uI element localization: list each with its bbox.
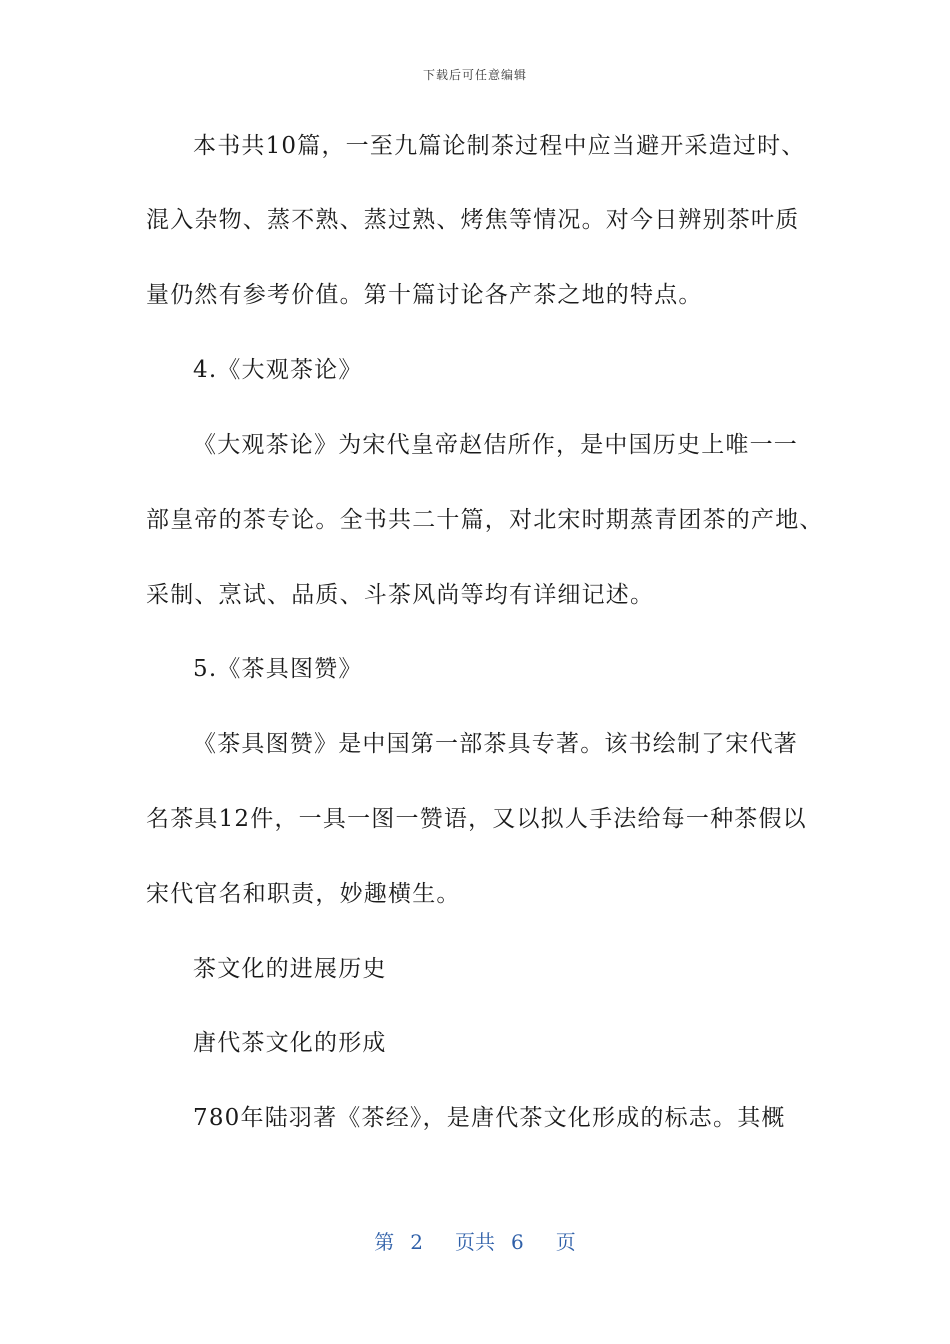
paragraph-line: 采制、烹试、品质、斗茶风尚等均有详细记述。 <box>146 582 655 608</box>
paragraph-line: 混入杂物、蒸不熟、蒸过熟、烤焦等情况。对今日辨别茶叶质 <box>146 207 800 233</box>
page-header-note: 下载后可任意编辑 <box>422 68 527 82</box>
paragraph-line: 780年陆羽著《茶经》，是唐代茶文化形成的标志。其概 <box>193 1105 786 1131</box>
section-heading: 4.《大观茶论》 <box>193 357 363 383</box>
paragraph-line: 《大观茶论》为宋代皇帝赵佶所作，是中国历史上唯一一 <box>193 432 798 458</box>
page-prefix: 第 <box>374 1230 395 1254</box>
page-mid: 页共 <box>455 1230 495 1254</box>
paragraph-line: 《茶具图赞》是中国第一部茶具专著。该书绘制了宋代著 <box>193 731 798 757</box>
page-suffix: 页 <box>555 1230 576 1254</box>
page-footer <box>0 1226 950 1255</box>
paragraph-line: 本书共10篇，一至九篇论制茶过程中应当避开采造过时、 <box>193 133 806 159</box>
paragraph-line: 部皇帝的茶专论。全书共二十篇，对北宋时期蒸青团茶的产地、 <box>146 507 824 533</box>
total-pages-number: 6 <box>511 1230 524 1254</box>
paragraph-line: 名茶具12件，一具一图一赞语，又以拟人手法给每一种茶假以 <box>146 806 807 832</box>
paragraph-line: 量仍然有参考价值。第十篇讨论各产茶之地的特点。 <box>146 282 703 308</box>
current-page-number: 2 <box>410 1230 423 1254</box>
paragraph-line: 宋代官名和职责，妙趣横生。 <box>146 881 461 907</box>
section-heading: 唐代茶文化的形成 <box>193 1030 387 1056</box>
section-heading: 茶文化的进展历史 <box>193 956 387 982</box>
section-heading: 5.《茶具图赞》 <box>193 656 363 682</box>
